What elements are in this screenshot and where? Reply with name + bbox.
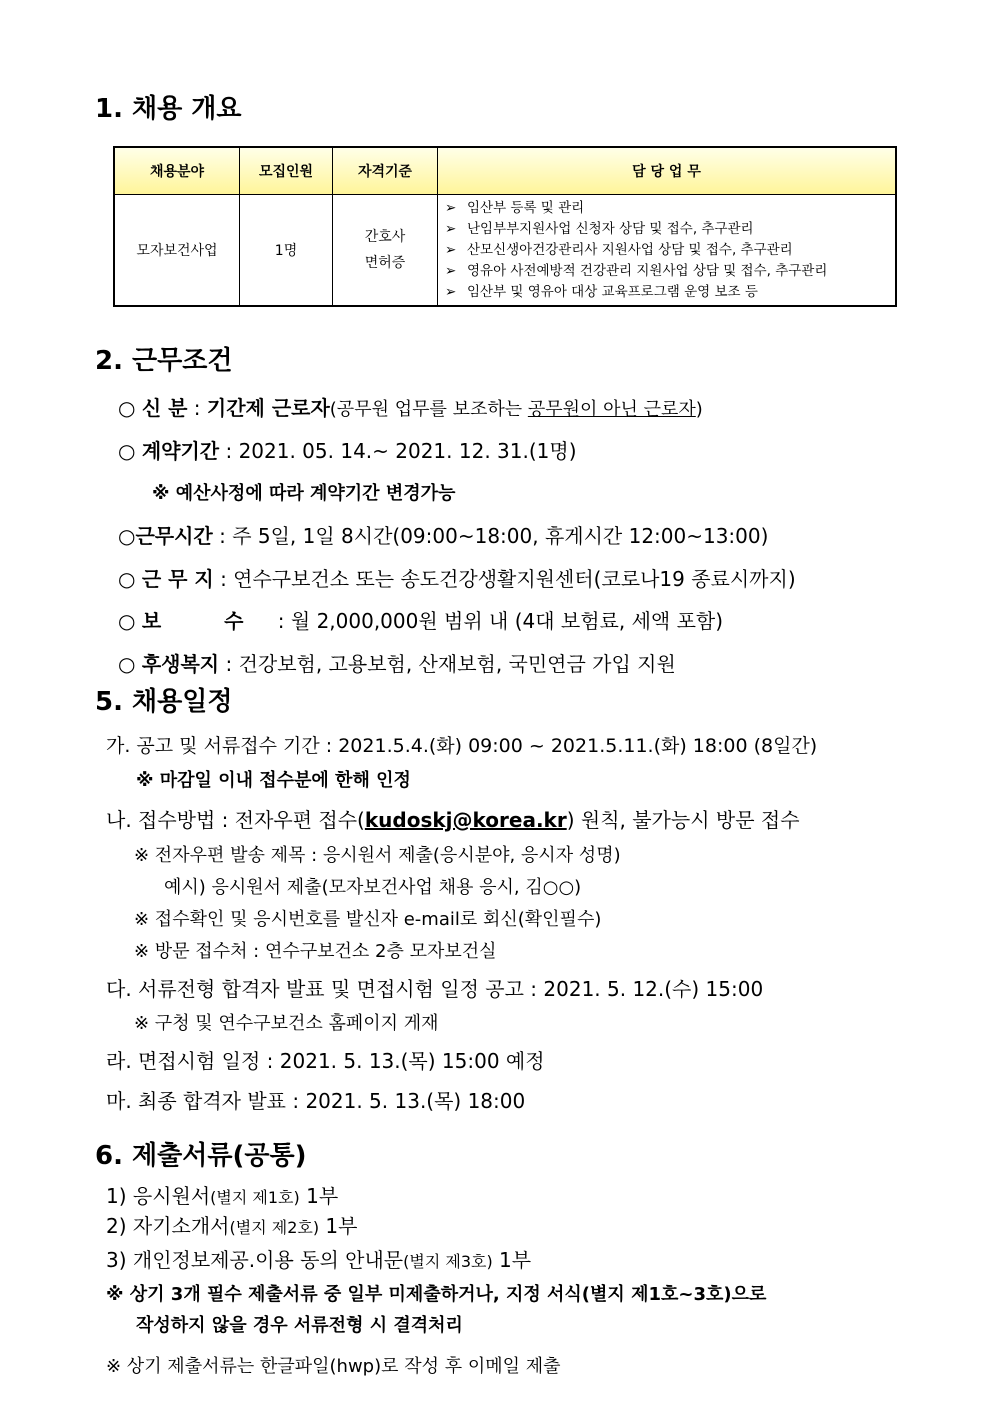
schedule-item-ma: 마. 최종 합격자 발표 : 2021. 5. 13.(목) 18:00: [106, 1089, 526, 1113]
document-form-ref: (별지 제1호): [210, 1188, 300, 1207]
colon: :: [225, 439, 233, 463]
circle-bullet-icon: ○: [118, 439, 136, 463]
condition-pay: [118, 605, 723, 634]
header-count: 모집인원: [240, 147, 333, 195]
list-item: [445, 282, 894, 303]
arrow-bullet-icon: ➢: [445, 241, 457, 258]
cell-qualification: [333, 195, 438, 307]
schedule-text: ) 원칙, 불가능시 방문 접수: [566, 808, 800, 832]
welfare-value: 건강보험, 고용보험, 산재보험, 국민연금 가입 지원: [238, 652, 676, 676]
warning-line: ※ 상기 3개 필수 제출서류 중 일부 미제출하거나, 지정 서식(별지 제1호~3호)으로: [106, 1284, 767, 1305]
status-value: 기간제 근로자: [206, 396, 330, 420]
document-name: 3) 개인정보제공.이용 동의 안내문: [106, 1248, 404, 1272]
contract-value: 2021. 05. 14.~ 2021. 12. 31.(1명): [238, 439, 577, 463]
colon: :: [219, 524, 226, 548]
document-count: 1부: [319, 1214, 358, 1238]
duty-text: 영유아 사전예방적 건강관리 지원사업 상담 및 접수, 추구관리: [467, 262, 828, 279]
hours-label: 근무시간: [135, 524, 213, 548]
document-name: 1) 응시원서: [106, 1184, 211, 1208]
document-name: 2) 자기소개서: [106, 1214, 230, 1238]
arrow-bullet-icon: ➢: [445, 199, 457, 216]
document-form-ref: (별지 제2호): [229, 1218, 320, 1237]
arrow-bullet-icon: ➢: [445, 220, 457, 237]
section-1-title: 1. 채용 개요: [95, 94, 242, 124]
pay-value: 월 2,000,000원 범위 내 (4대 보험료, 세액 포함): [290, 609, 724, 633]
schedule-note: ※ 방문 접수처 : 연수구보건소 2층 모자보건실: [134, 941, 497, 962]
qualification-line: 간호사: [364, 229, 406, 245]
hours-value: 주 5일, 1일 8시간(09:00~18:00, 휴게시간 12:00~13:00): [232, 524, 769, 548]
document-item: [106, 1244, 531, 1273]
duty-text: 임산부 및 영유아 대상 교육프로그램 운영 보조 등: [467, 283, 758, 300]
circle-bullet-icon: ○: [118, 396, 136, 420]
schedule-text: 나. 접수방법 : 전자우편 접수(: [106, 808, 365, 832]
schedule-note: 예시) 응시원서 제출(모자보건사업 채용 응시, 김○○): [164, 877, 582, 898]
contract-note: ※ 예산사정에 따라 계약기간 변경가능: [152, 483, 456, 504]
schedule-note: ※ 접수확인 및 응시번호를 발신자 e-mail로 회신(확인필수): [134, 909, 602, 930]
qualification-line: 면허증: [364, 255, 406, 271]
pay-label: 보 수: [141, 609, 272, 633]
schedule-item-ra: 라. 면접시험 일정 : 2021. 5. 13.(목) 15:00 예정: [106, 1049, 545, 1073]
cell-duties: [438, 195, 897, 307]
circle-bullet-icon: ○: [118, 567, 136, 591]
arrow-bullet-icon: ➢: [445, 262, 457, 279]
list-item: [445, 240, 894, 261]
duty-list: [439, 198, 894, 303]
arrow-bullet-icon: ➢: [445, 283, 457, 300]
recruitment-table: [113, 146, 897, 307]
circle-bullet-icon: ○: [118, 609, 136, 633]
contact-email: kudoskj@korea.kr: [364, 808, 567, 832]
location-value: 연수구보건소 또는 송도건강생활지원센터(코로나19 종료시까지): [233, 567, 796, 591]
table-row: [114, 195, 896, 307]
section-2-title: 2. 근무조건: [95, 346, 233, 376]
colon: :: [225, 652, 233, 676]
schedule-note: ※ 마감일 이내 접수분에 한해 인정: [136, 770, 411, 791]
document-item: [106, 1210, 357, 1239]
warning-line: 작성하지 않을 경우 서류전형 시 결격처리: [136, 1315, 463, 1336]
final-note: ※ 상기 제출서류는 한글파일(hwp)로 작성 후 이메일 제출: [106, 1356, 561, 1377]
schedule-note: ※ 전자우편 발송 제목 : 응시원서 제출(응시분야, 응시자 성명): [134, 845, 621, 866]
status-note: (공무원 업무를 보조하는: [329, 399, 528, 420]
header-field: 채용분야: [114, 147, 240, 195]
status-note-underlined: 공무원이 아닌 근로자: [527, 399, 696, 420]
condition-welfare: [118, 648, 676, 677]
document-form-ref: (별지 제3호): [403, 1252, 493, 1271]
header-duties: 담 당 업 무: [438, 147, 897, 195]
colon: :: [193, 396, 201, 420]
section-6-title: 6. 제출서류(공통): [95, 1141, 307, 1171]
condition-hours: [118, 520, 768, 549]
circle-bullet-icon: ○: [118, 524, 136, 548]
document-count: 1부: [492, 1248, 532, 1272]
cell-count: 1명: [240, 195, 333, 307]
list-item: [445, 219, 894, 240]
schedule-note: ※ 구청 및 연수구보건소 홈페이지 게재: [134, 1013, 439, 1034]
status-label: 신 분: [141, 396, 188, 420]
document-count: 1부: [299, 1184, 339, 1208]
schedule-item-ga: 가. 공고 및 서류접수 기간 : 2021.5.4.(화) 09:00 ~ 2021.5.11.(화) 18:00 (8일간): [106, 735, 818, 757]
header-qualification: 자격기준: [333, 147, 438, 195]
location-label: 근 무 지: [141, 567, 214, 591]
list-item: [445, 198, 894, 219]
circle-bullet-icon: ○: [118, 652, 136, 676]
condition-location: [118, 563, 796, 592]
duty-text: 난임부부지원사업 신청자 상담 및 접수, 추구관리: [467, 220, 754, 237]
section-5-title: 5. 채용일정: [95, 687, 233, 717]
contract-label: 계약기간: [141, 439, 220, 463]
duty-text: 임산부 등록 및 관리: [467, 199, 585, 216]
colon: :: [277, 609, 285, 633]
list-item: [445, 261, 894, 282]
duty-text: 산모신생아건강관리사 지원사업 상담 및 접수, 추구관리: [467, 241, 793, 258]
cell-field: 모자보건사업: [114, 195, 240, 307]
welfare-label: 후생복지: [141, 652, 220, 676]
colon: :: [220, 567, 227, 591]
schedule-item-na: [106, 804, 800, 833]
schedule-item-da: 다. 서류전형 합격자 발표 및 면접시험 일정 공고 : 2021. 5. 12.(수) 15:00: [106, 977, 764, 1001]
status-note-close: ): [695, 399, 703, 420]
condition-contract: [118, 435, 577, 464]
document-item: [106, 1180, 338, 1209]
condition-status: [118, 392, 703, 421]
